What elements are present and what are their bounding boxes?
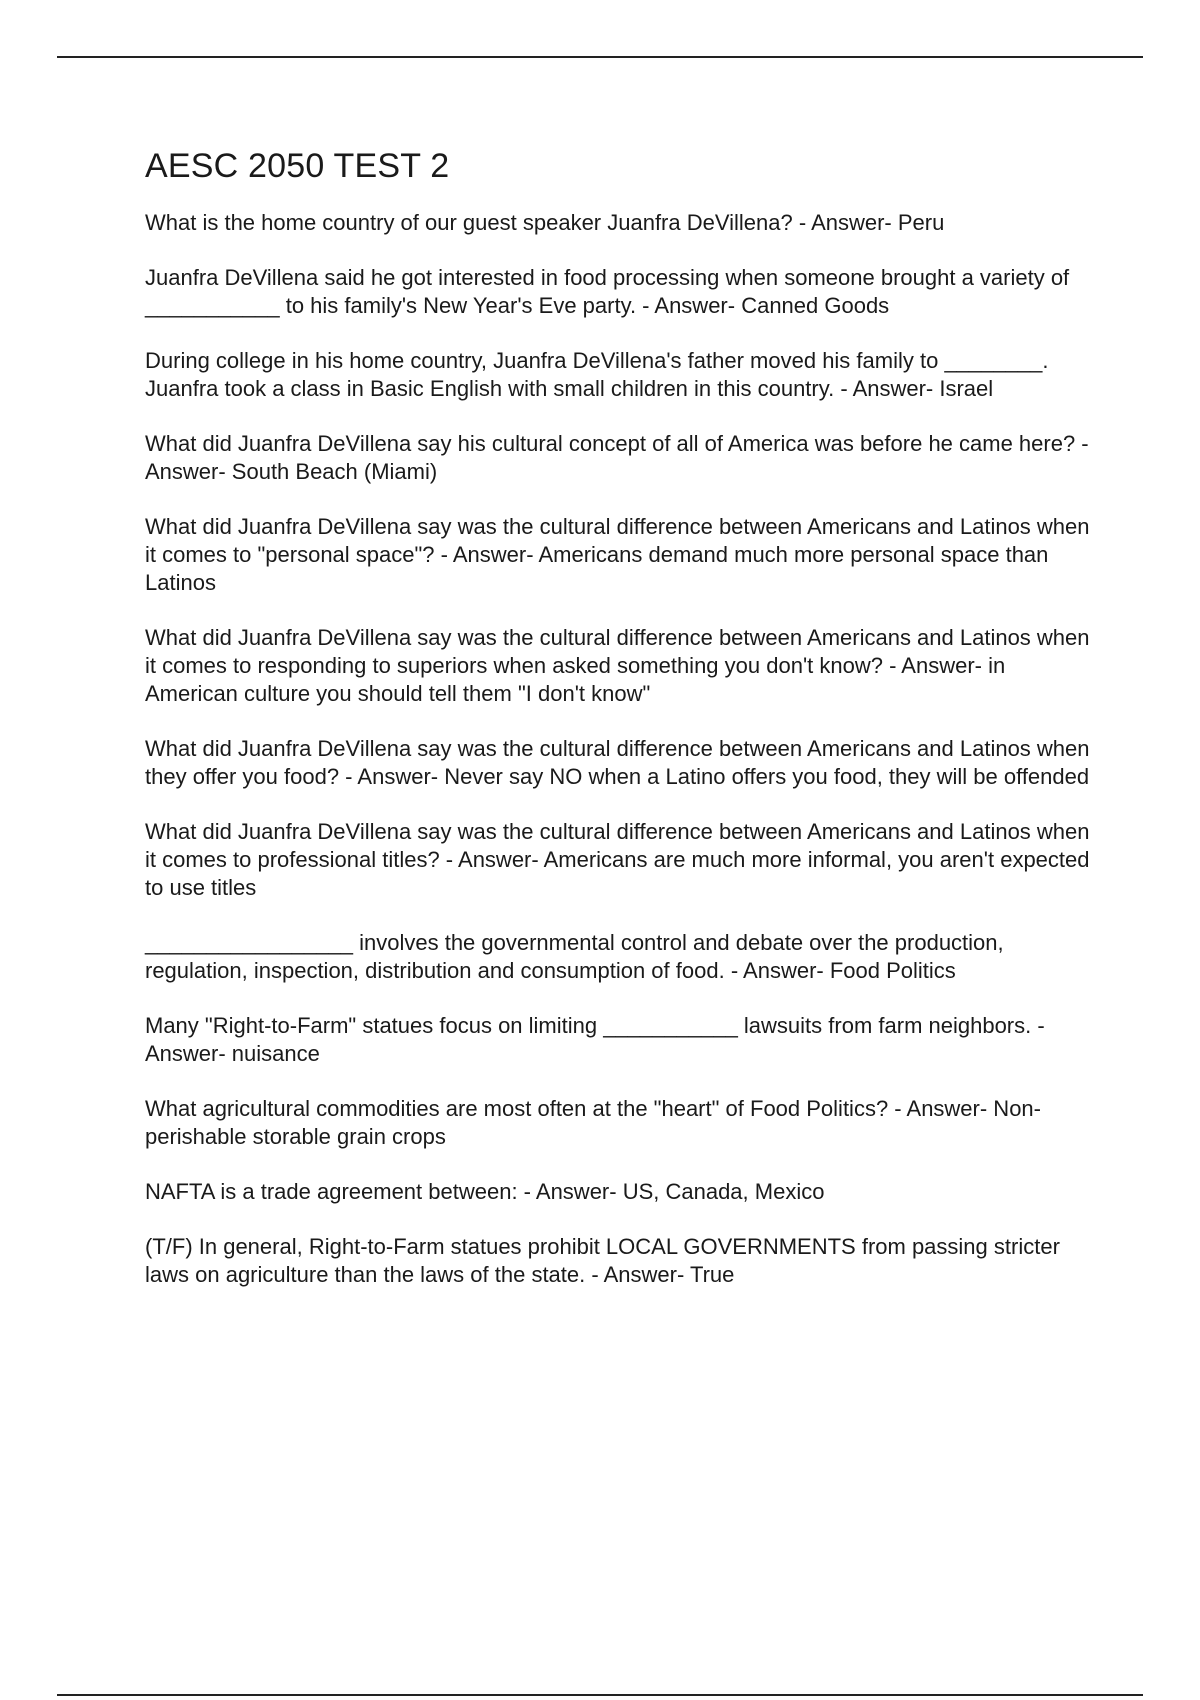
document-title: AESC 2050 TEST 2 — [145, 147, 450, 185]
qa-item-4: What did Juanfra DeVillena say his cultural concept of all of America was before he came here? - Answer- South Beach (Miami) — [145, 431, 1089, 484]
qa-item-12: NAFTA is a trade agreement between: - Answer- US, Canada, Mexico — [145, 1179, 825, 1204]
qa-item-6: What did Juanfra DeVillena say was the cultural difference between Americans and Latinos when it comes to responding to superiors when asked something you don't know? - Answer- in American culture you should tell them "I don't know" — [145, 625, 1090, 706]
qa-item-10: Many "Right-to-Farm" statues focus on limiting ___________ lawsuits from farm neighbors. - Answer- nuisance — [145, 1013, 1045, 1066]
qa-item-5: What did Juanfra DeVillena say was the cultural difference between Americans and Latinos when it comes to "personal space"? - Answer- Americans demand much more personal space than Latinos — [145, 514, 1090, 595]
qa-item-11: What agricultural commodities are most often at the "heart" of Food Politics? - Answer- Non-perishable storable grain crops — [145, 1096, 1041, 1149]
bottom-divider — [57, 1694, 1143, 1696]
qa-item-7: What did Juanfra DeVillena say was the cultural difference between Americans and Latinos when they offer you food? - Answer- Never say NO when a Latino offers you food, they will be offended — [145, 736, 1090, 789]
document-body — [145, 145, 1090, 1316]
top-divider — [57, 56, 1143, 58]
qa-item-2: Juanfra DeVillena said he got interested in food processing when someone brought a variety of ___________ to his family's New Year's Eve party. - Answer- Canned Goods — [145, 265, 1070, 318]
qa-item-9: _________________ involves the governmental control and debate over the production, regulation, inspection, distribution and consumption of food. - Answer- Food Politics — [145, 930, 1004, 983]
qa-item-3: During college in his home country, Juanfra DeVillena's father moved his family to ________. Juanfra took a class in Basic English with small children in this country. - Answer- Israel — [145, 348, 1049, 401]
qa-item-1: What is the home country of our guest speaker Juanfra DeVillena? - Answer- Peru — [145, 210, 945, 235]
qa-item-13: (T/F) In general, Right-to-Farm statues prohibit LOCAL GOVERNMENTS from passing stricter laws on agriculture than the laws of the state. - Answer- True — [145, 1234, 1060, 1287]
qa-item-8: What did Juanfra DeVillena say was the cultural difference between Americans and Latinos when it comes to professional titles? - Answer- Americans are much more informal, you aren't expected to use titles — [145, 819, 1090, 900]
